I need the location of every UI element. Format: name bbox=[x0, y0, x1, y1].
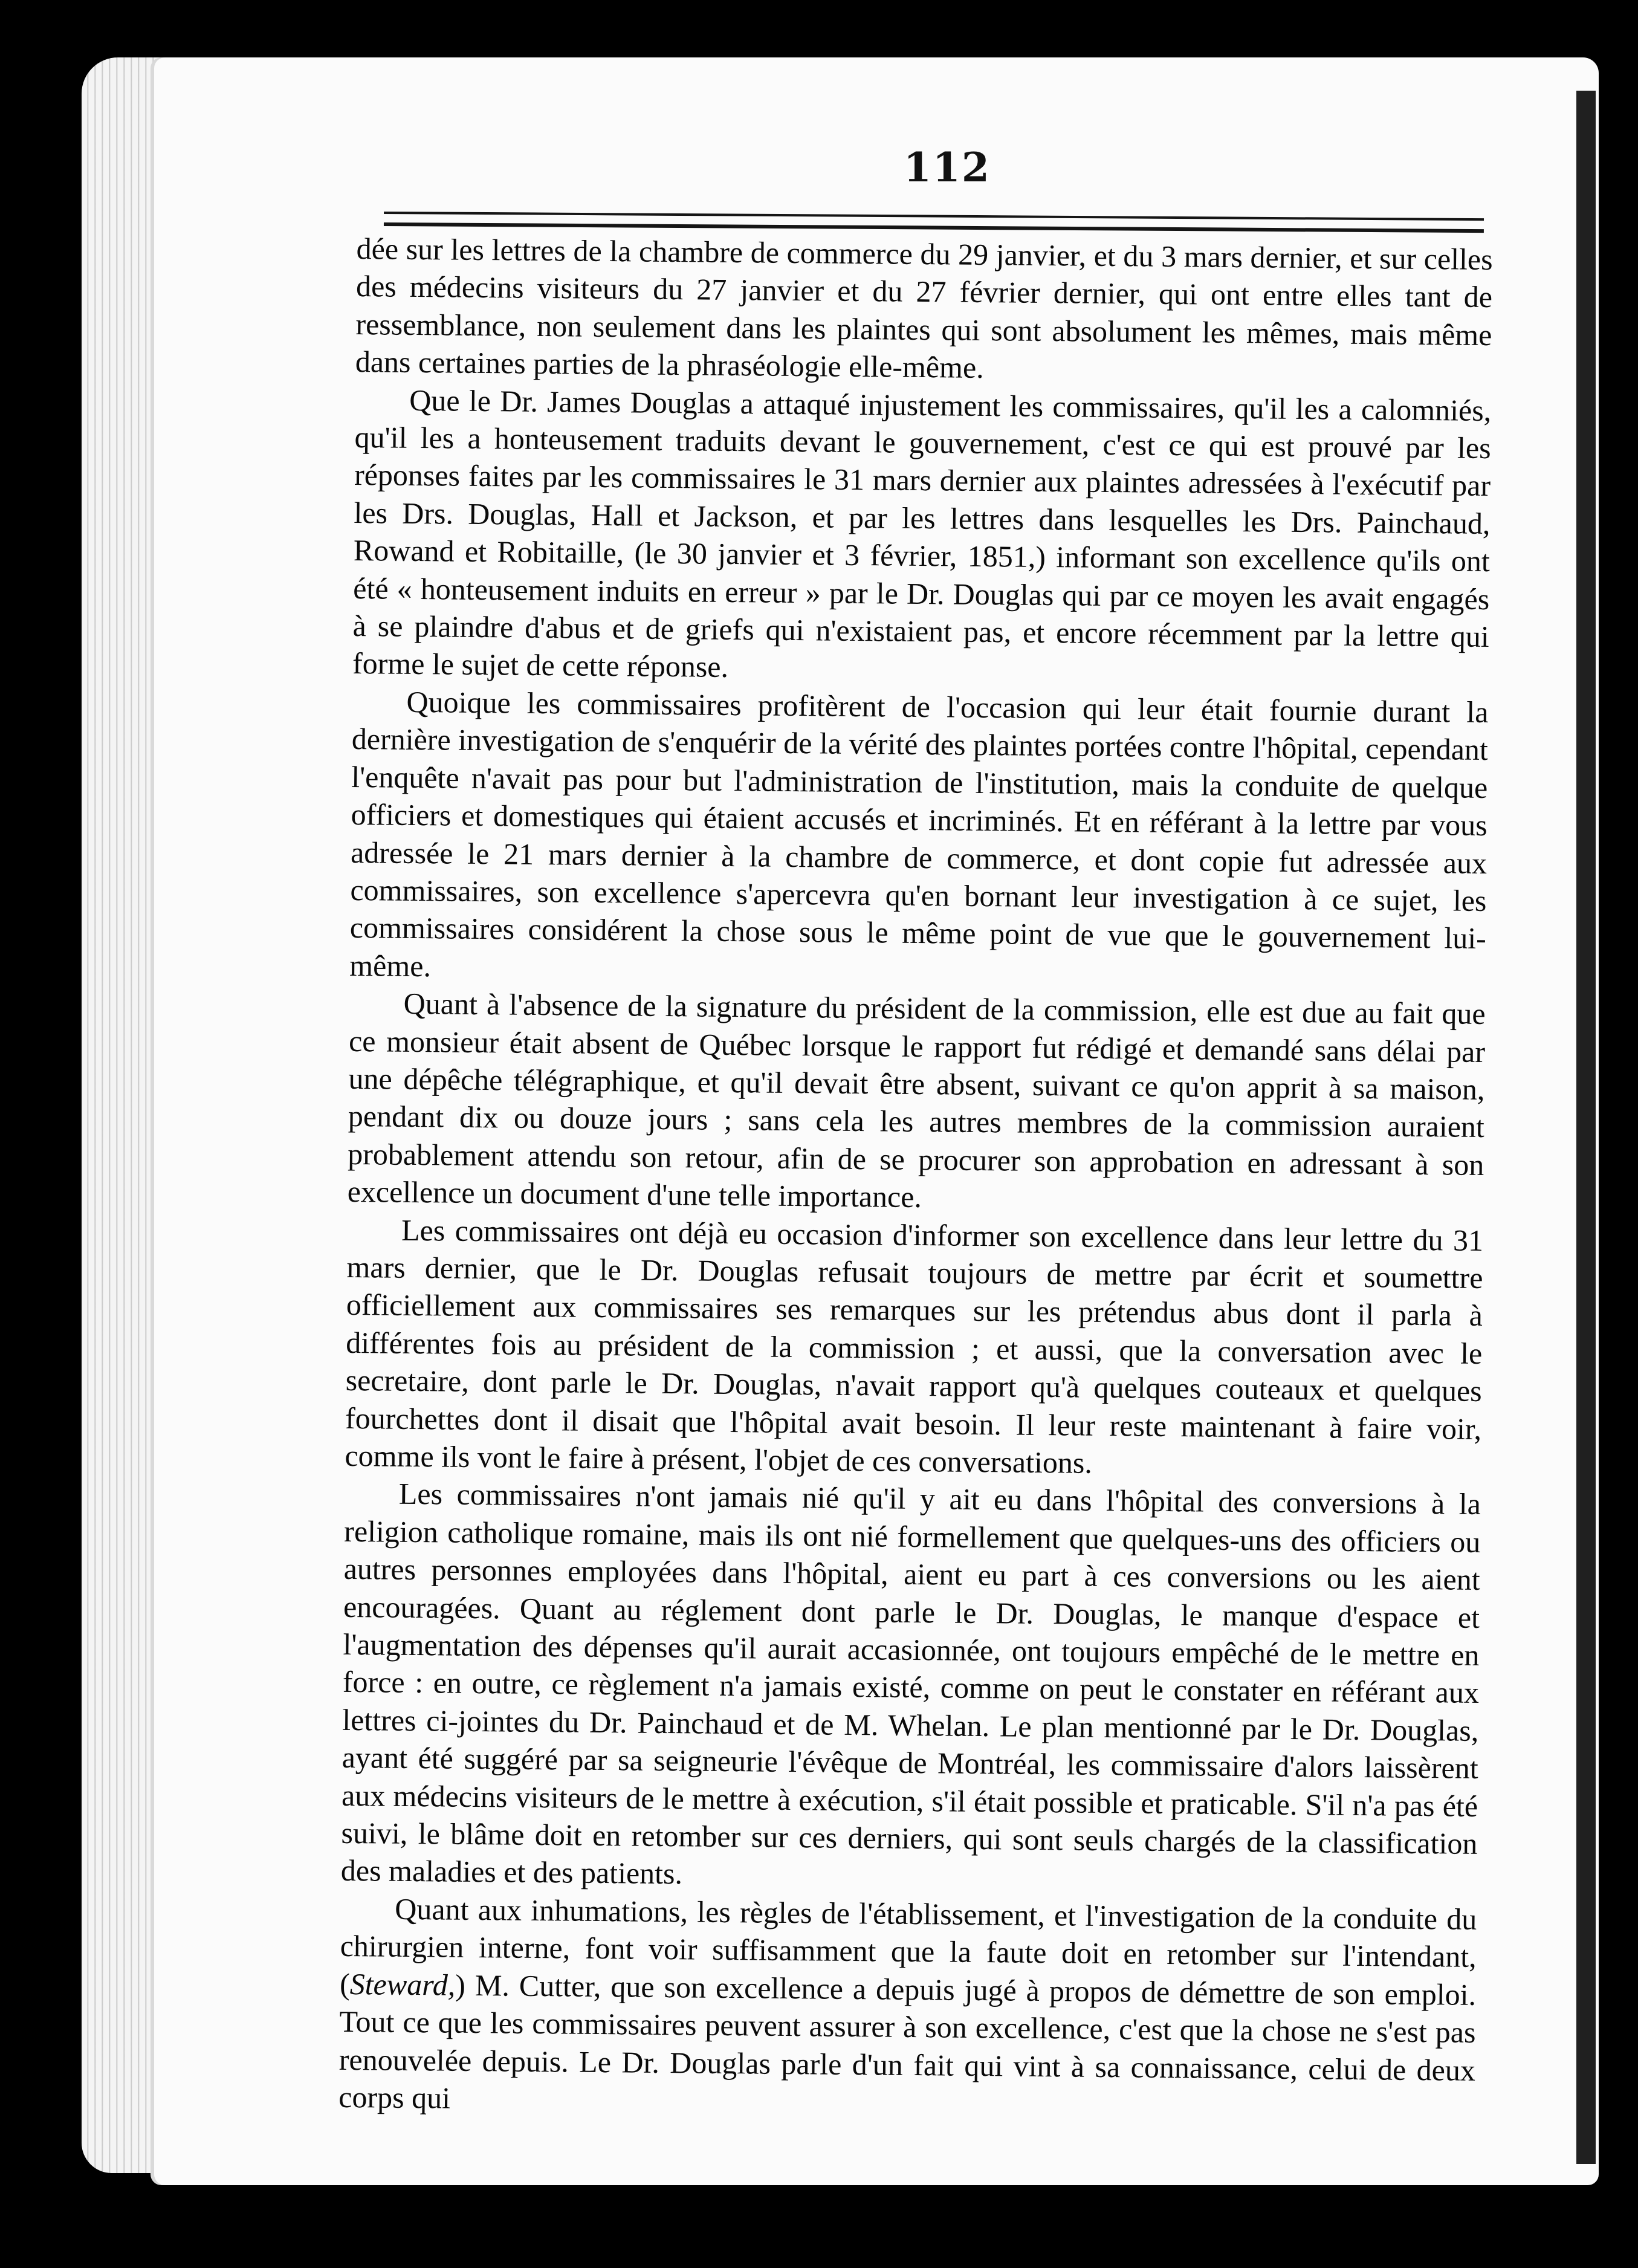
paragraph-3: Quoique les commissaires profitèrent de l'occasion qui leur était fournie durant la dernière investigation de s'enquérir de la vérité des plaintes portées contre l'hôpital, cependant l'enquête n'avait pas pour but l'administration de l'institution, mais la conduite de quelque officiers et domestiques qui étaient accusés et incriminés. Et en référant à la lettre par vous adressée le 21 mars dernier à la chambre de commerce, et dont copie fut adressée aux commissaires, son excellence s'apercevra qu'en bornant leur investigation à ce sujet, les commissaires considérent la chose sous le même point de vue que le gouvernement lui-même. bbox=[349, 684, 1489, 983]
paragraph-7-end: ) M. Cutter, que son excellence a depuis jugé à propos de démettre de son emploi. Tout ce que les commissaires peuvent assurer à son excellence, c'est que la chose ne s'est pas renouvelée depuis. Le Dr. Douglas parle d'un fait qui vint à sa connaissance, celui de deux corps qui bbox=[338, 1968, 1477, 2115]
paragraph-4: Quant à l'absence de la signature du président de la commission, elle est due au fait que ce monsieur était absent de Québec lorsque le rapport fut rédigé et demandé sans délai par une dépêche télégraphique, et qu'il devait être absent, suivant ce qu'on apprit à sa maison, pendant dix ou douze jours ; sans cela les autres membres de la commission auraient probablement attendu son retour, afin de se procurer son approbation en adressant à son excellence un document d'une telle importance. bbox=[347, 986, 1486, 1214]
body-text bbox=[338, 230, 1493, 2127]
paragraph-6: Les commissaires n'ont jamais nié qu'il y ait eu dans l'hôpital des conversions à la religion catholique romaine, mais ils ont nié formellement que quelques-uns des officiers ou autres personnes employées dans l'hôpital, aient eu part à ces conversions ou les aient encouragées. Quant au réglement dont parle le Dr. Douglas, le manque d'espace et l'augmentation des dépenses qu'il aurait accasionnée, ont toujours empêché de le mettre en force : en outre, ce règlement n'a jamais existé, comme on peut le constater en référant aux lettres ci-jointes du Dr. Painchaud et de M. Whelan. Le plan mentionné par le Dr. Douglas, ayant été suggéré par sa seigneurie l'évêque de Montréal, les commissaire d'alors laissèrent aux médecins visiteurs de le mettre à exécution, s'il était possible et praticable. S'il n'a pas été suivi, le blâme doit en retomber sur ces derniers, qui sont seuls chargés de la classification des maladies et des patients. bbox=[340, 1477, 1481, 1891]
paragraph-1: dée sur les lettres de la chambre de commerce du 29 janvier, et du 3 mars dernier, et sur celles des médecins visiteurs du 27 janvier et du 27 février dernier, qui ont entre elles tant de ressemblance, non seulement dans les plaintes qui sont absolument les mêmes, mais même dans certaines parties de la phraséologie elle-même. bbox=[355, 231, 1493, 385]
paragraph-7 bbox=[338, 1890, 1477, 2127]
steward-italic: Steward, bbox=[349, 1966, 456, 2002]
paragraph-5: Les commissaires ont déjà eu occasion d'informer son excellence dans leur lettre du 31 mars dernier, que le Dr. Douglas refusait toujours de mettre par écrit et soumettre officiellement aux commissaires ses remarques sur les prétendus abus dont il parla à différentes fois au président de la commission ; et aussi, que la conversation avec le secretaire, dont parle le Dr. Douglas, n'avait rapport qu'à quelques couteaux et quelques fourchettes dont il disait que l'hôpital avait besoin. Il leur reste maintenant à faire voir, comme ils vont le faire à présent, l'objet de ces conversations. bbox=[345, 1213, 1484, 1480]
book-spine bbox=[1576, 91, 1596, 2164]
page-number: 112 bbox=[904, 144, 991, 191]
paragraph-7-start: Quant aux inhumations, les règles de l'établissement, et l'investigation de la conduite du chirurgien interne, font voir suffisamment que la faute doit en retomber sur l'intendant, ( bbox=[339, 1891, 1477, 2001]
paragraph-2: Que le Dr. James Douglas a attaqué injustement les commissaires, qu'il les a calomniés, qu'il les a honteusement traduits devant le gouvernement, c'est ce qui est prouvé par les réponses faites par les commissaires le 31 mars dernier aux plaintes adressées à l'exécutif par les Drs. Douglas, Hall et Jackson, et par les lettres dans lesquelles les Drs. Painchaud, Rowand et Robitaille, (le 30 janvier et 3 février, 1851,) informant son excellence qu'ils ont été « honteusement induits en erreur » par le Dr. Douglas qui par ce moyen les avait engagés à se plaindre d'abus et de griefs qui n'existaient pas, et encore récemment par la lettre qui forme le sujet de cette réponse. bbox=[352, 383, 1492, 684]
